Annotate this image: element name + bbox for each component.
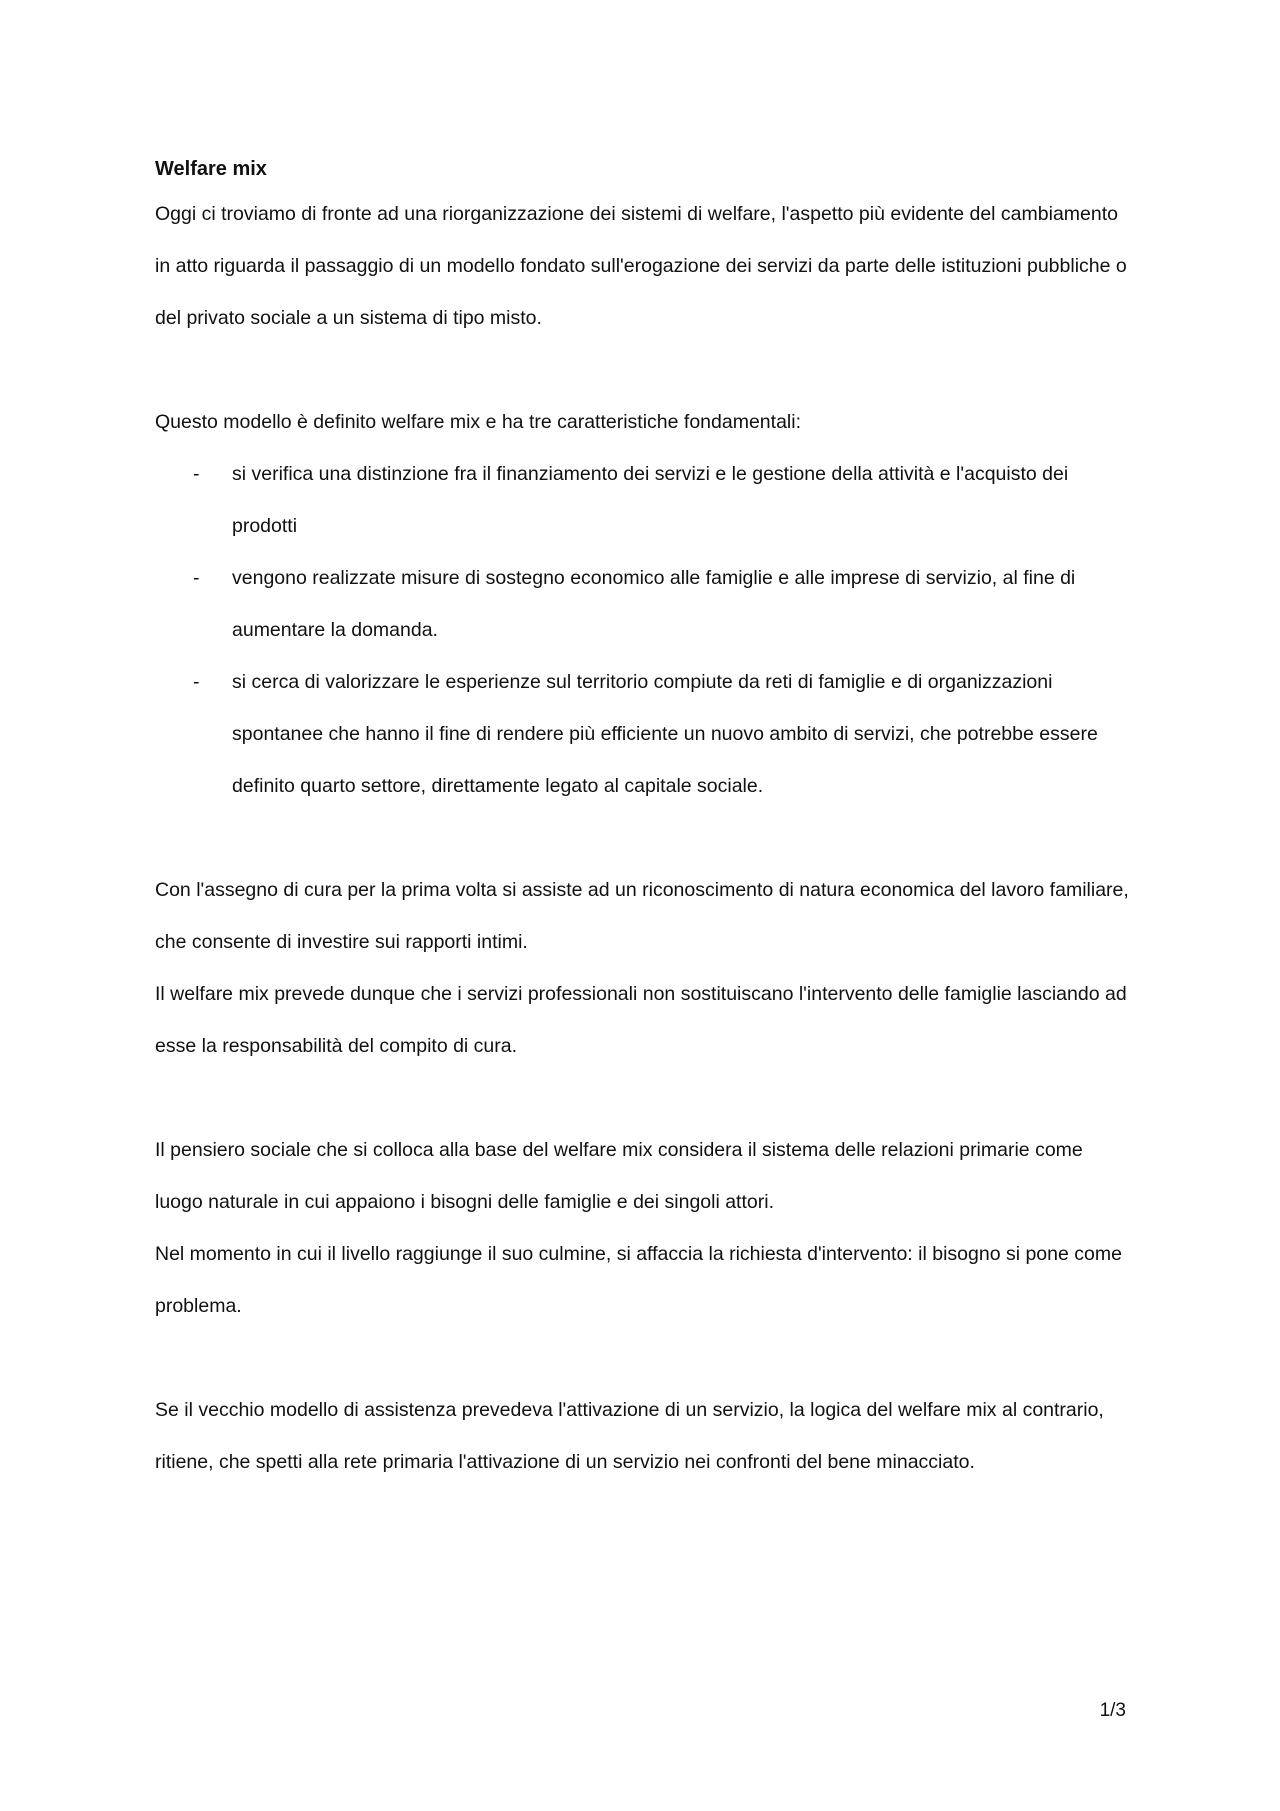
assegno-paragraph: Con l'assegno di cura per la prima volta si assiste ad un riconoscimento di natura economica del lavoro familiare, che consente di investire sui rapporti intimi. [155, 879, 1129, 953]
list-item [155, 448, 1135, 552]
welfare-mix-paragraph: Il welfare mix prevede dunque che i servizi professionali non sostituiscano l'intervento delle famiglie lasciando ad esse la responsabilità del compito di cura. [155, 983, 1127, 1057]
document-body [155, 150, 1135, 1488]
list-item [155, 552, 1135, 656]
list-item-text: vengono realizzate misure di sostegno economico alle famiglie e alle imprese di servizio, al fine di aumentare la domanda. [232, 567, 1076, 641]
list-item-text: si cerca di valorizzare le esperienze sul territorio compiute da reti di famiglie e di organizzazioni spontanee che hanno il fine di rendere più efficiente un nuovo ambito di servizi, che potrebbe essere definito quarto settore, direttamente legato al capitale sociale. [232, 671, 1098, 797]
document-title: Welfare mix [155, 158, 267, 180]
paragraph-spacer [155, 1072, 1135, 1124]
list-dash: - [193, 671, 200, 693]
paragraph-spacer [155, 1332, 1135, 1384]
list-dash: - [193, 463, 200, 485]
momento-paragraph: Nel momento in cui il livello raggiunge il suo culmine, si affaccia la richiesta d'intervento: il bisogno si pone come problema. [155, 1243, 1122, 1317]
characteristics-list [155, 448, 1135, 812]
vecchio-modello-paragraph: Se il vecchio modello di assistenza prevedeva l'attivazione di un servizio, la logica del welfare mix al contrario, ritiene, che spetti alla rete primaria l'attivazione di un servizio nei confronti del bene minacciato. [155, 1399, 1104, 1473]
pensiero-paragraph: Il pensiero sociale che si colloca alla base del welfare mix considera il sistema delle relazioni primarie come luogo naturale in cui appaiono i bisogni delle famiglie e dei singoli attori. [155, 1139, 1083, 1213]
page-number: 1/3 [1099, 1700, 1126, 1721]
intro-paragraph: Oggi ci troviamo di fronte ad una riorganizzazione dei sistemi di welfare, l'aspetto più evidente del cambiamento in atto riguarda il passaggio di un modello fondato sull'erogazione dei servizi da parte delle istituzioni pubbliche o del privato sociale a un sistema di tipo misto. [155, 203, 1127, 329]
list-item [155, 656, 1135, 812]
paragraph-spacer [155, 344, 1135, 396]
paragraph-spacer [155, 812, 1135, 864]
list-dash: - [193, 567, 200, 589]
list-item-text: si verifica una distinzione fra il finanziamento dei servizi e le gestione della attività e l'acquisto dei prodotti [232, 463, 1069, 537]
model-intro-paragraph: Questo modello è definito welfare mix e ha tre caratteristiche fondamentali: [155, 411, 801, 433]
